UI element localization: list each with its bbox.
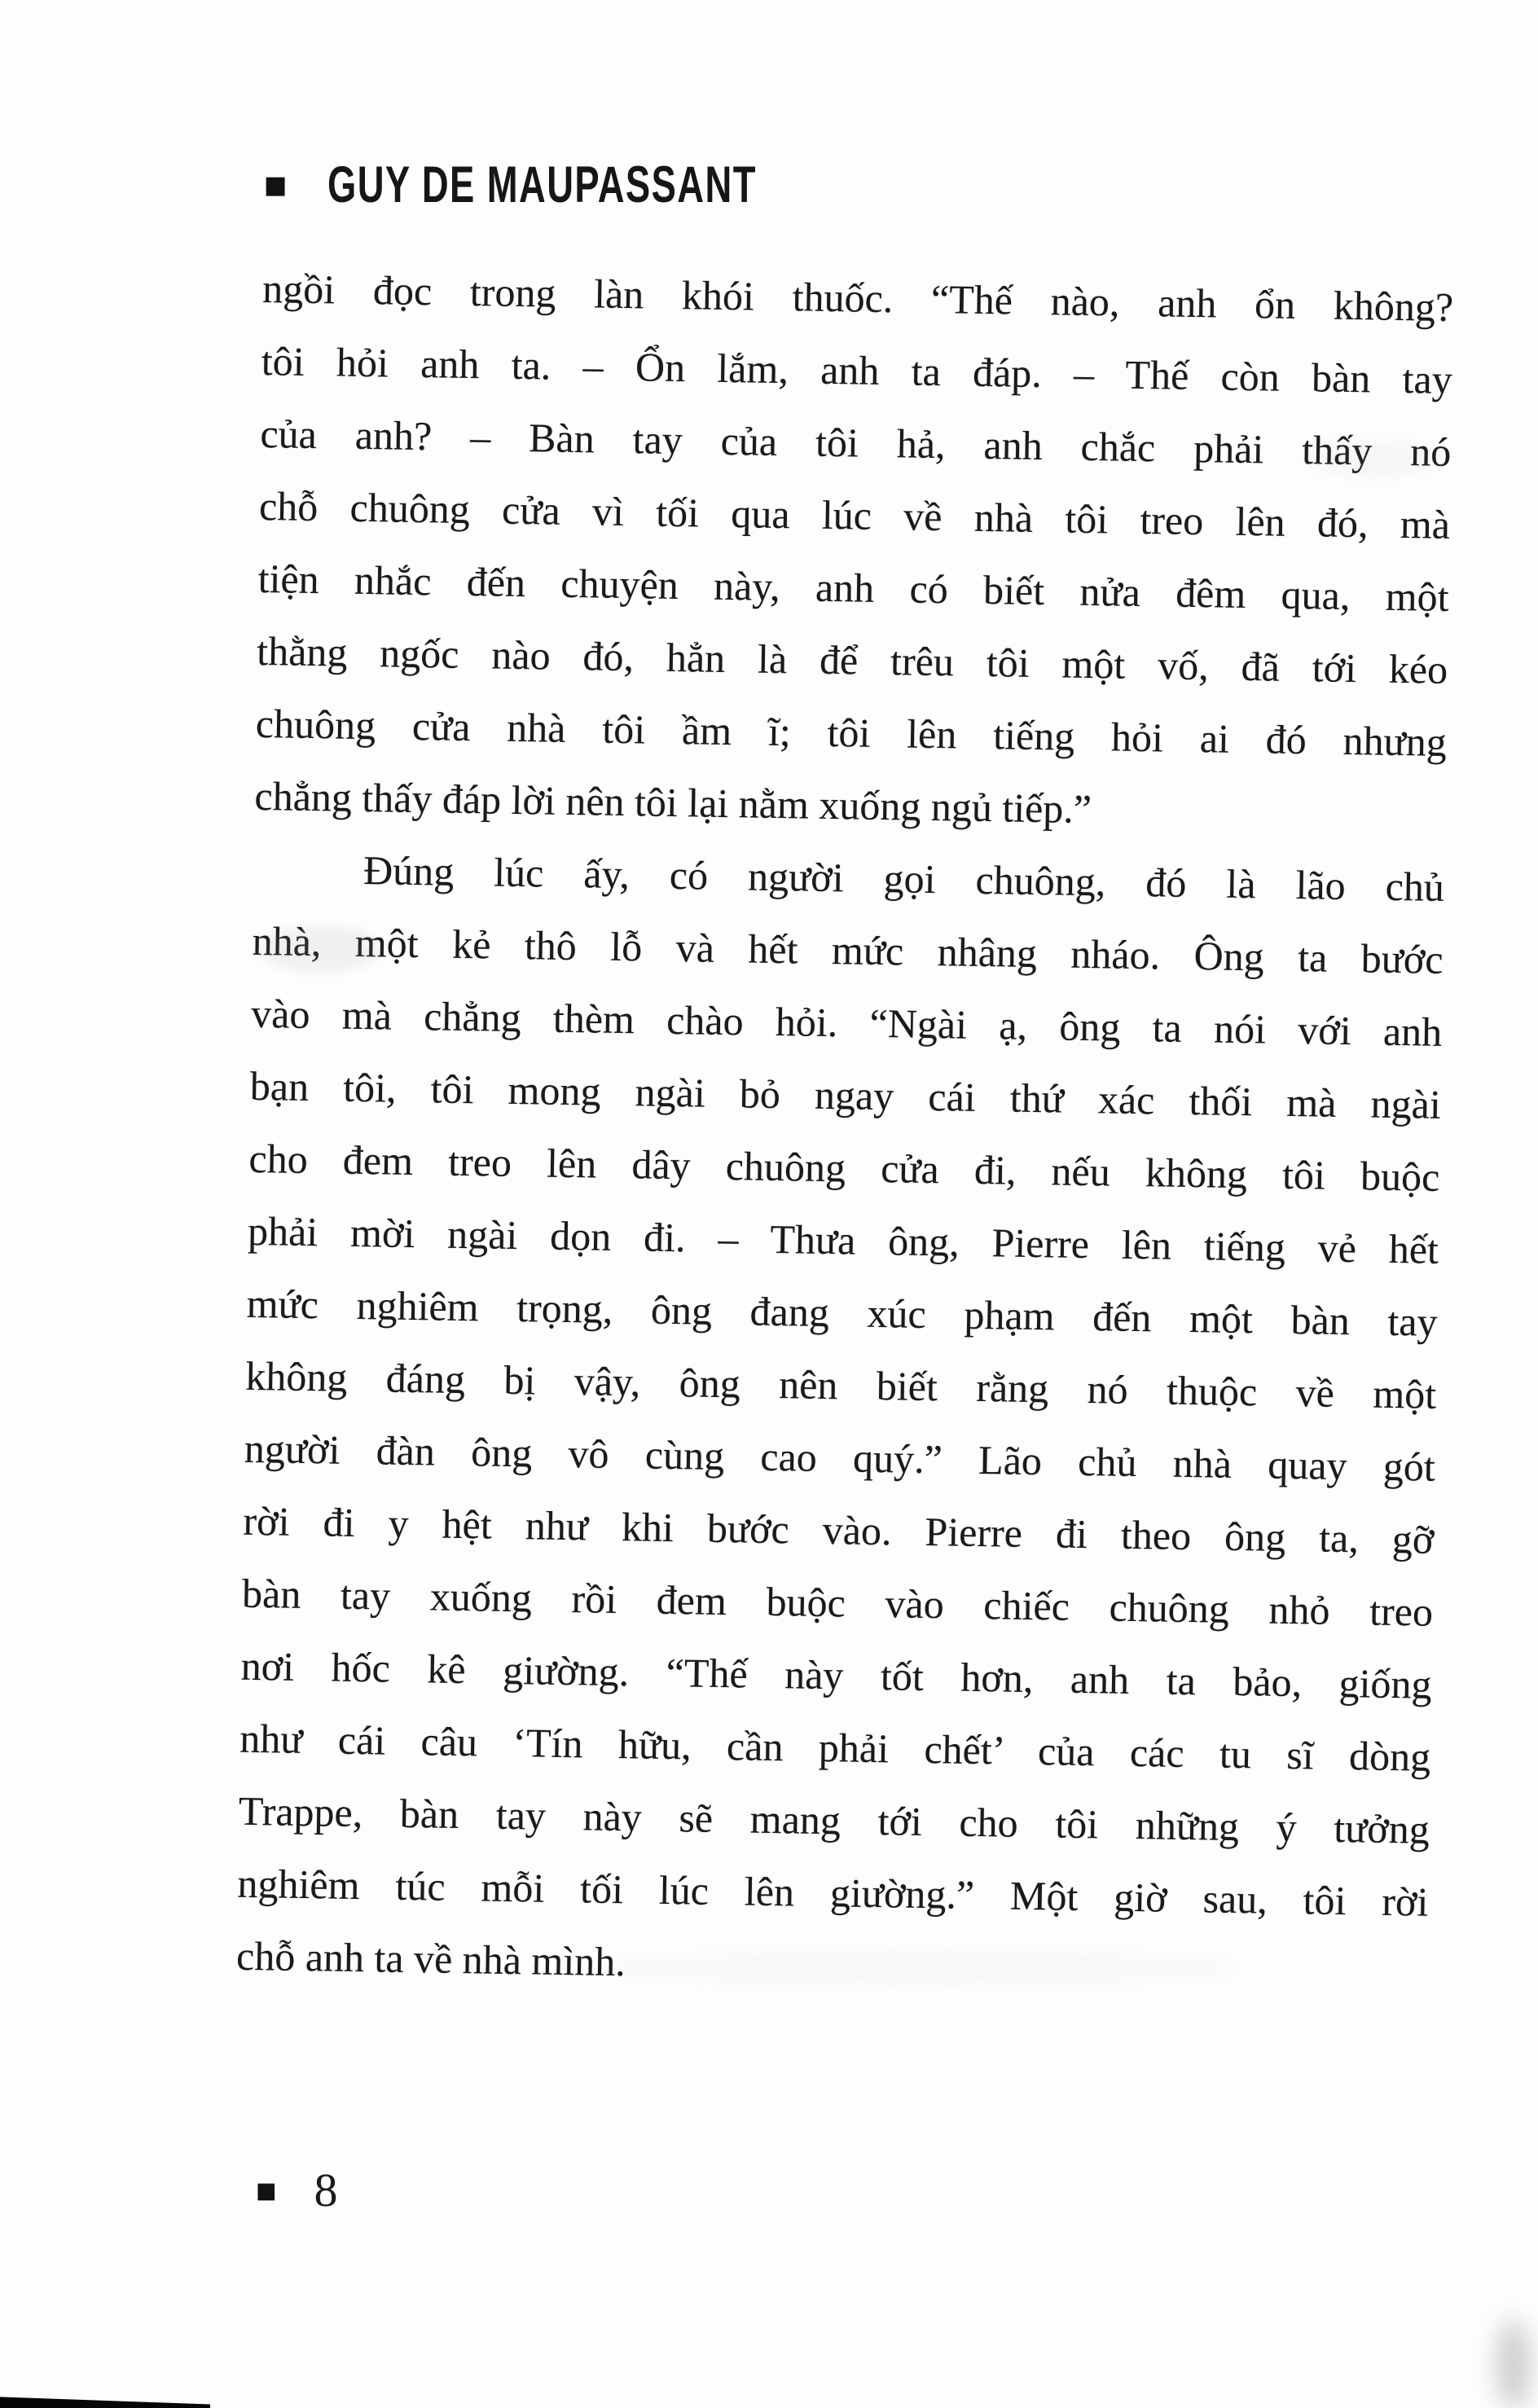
header-bullet-icon: ■ [264,170,288,200]
text-line: tiện nhắc đến chuyện này, anh có biết nửa đêm qua, một [257,555,1449,620]
text-line: mức nghiêm trọng, ông đang xúc phạm đến một bàn tay [246,1280,1438,1345]
text-line: nơi hốc kê giường. “Thế này tốt hơn, anh ta bảo, giống [240,1642,1433,1707]
scan-bleedthrough-artifact [259,925,381,973]
running-head [264,156,924,213]
scan-edge-artifact [0,2395,210,2408]
text-line: nghiêm túc mỗi tối lúc lên giường.” Một giờ sau, tôi rời [237,1860,1429,1925]
text-line: của anh? – Bàn tay của tôi hả, anh chắc phải thấy nó [260,410,1452,475]
text-line: Trappe, bàn tay này sẽ mang tới cho tôi những ý tưởng [238,1787,1430,1852]
text-line: bạn tôi, tôi mong ngài bỏ ngay cái thứ xác thối mà ngài [249,1062,1442,1127]
scan-edge-smudge [1496,2320,1531,2408]
page-title: GUY DE MAUPASSANT [327,156,758,213]
footer-bullet-icon: ■ [256,2177,277,2204]
text-line: người đàn ông vô cùng cao quý.” Lão chủ nhà quay gót [244,1425,1436,1490]
text-line: chỗ chuông cửa vì tối qua lúc về nhà tôi treo lên đó, mà [258,482,1451,547]
scan-bleedthrough-artifact [1303,440,1442,477]
page-number: 8 [314,2164,338,2217]
text-line: nhà, một kẻ thô lỗ và hết mức nhâng nháo. Ông ta bước [252,917,1444,982]
text-line: rời đi y hệt như khi bước vào. Pierre đi theo ông ta, gỡ [243,1497,1435,1562]
text-line: Đúng lúc ấy, có người gọi chuông, đó là lão chủ [363,847,1445,910]
text-line: không đáng bị vậy, ông nên biết rằng nó thuộc về một [244,1352,1437,1417]
text-line: chỗ anh ta về nhà mình. [235,1932,626,1985]
text-line: chuông cửa nhà tôi ầm ĩ; tôi lên tiếng hỏi ai đó nhưng [255,700,1448,765]
page-footer [256,2164,338,2217]
text-line: bàn tay xuống rồi đem buộc vào chiếc chuông nhỏ treo [241,1570,1434,1635]
text-line: tôi hỏi anh ta. – Ổn lắm, anh ta đáp. – Thế còn bàn tay [261,337,1453,402]
text-line: ngồi đọc trong làn khói thuốc. “Thế nào, anh ổn không? [261,265,1454,330]
body-text [235,253,1453,2011]
text-line: chẳng thấy đáp lời nên tôi lại nằm xuống ngủ tiếp.” [254,772,1092,833]
text-line: cho đem treo lên dây chuông cửa đi, nếu không tôi buộc [248,1135,1440,1200]
scan-bleedthrough-artifact [603,1952,1238,1984]
text-line: thằng ngốc nào đó, hẳn là để trêu tôi một vố, đã tới kéo [256,627,1448,692]
text-line: như cái câu ‘Tín hữu, cần phải chết’ của các tu sĩ dòng [239,1715,1431,1780]
text-line: vào mà chẳng thèm chào hỏi. “Ngài ạ, ông ta nói với anh [250,990,1443,1055]
text-line: phải mời ngài dọn đi. – Thưa ông, Pierre lên tiếng vẻ hết [247,1207,1439,1272]
